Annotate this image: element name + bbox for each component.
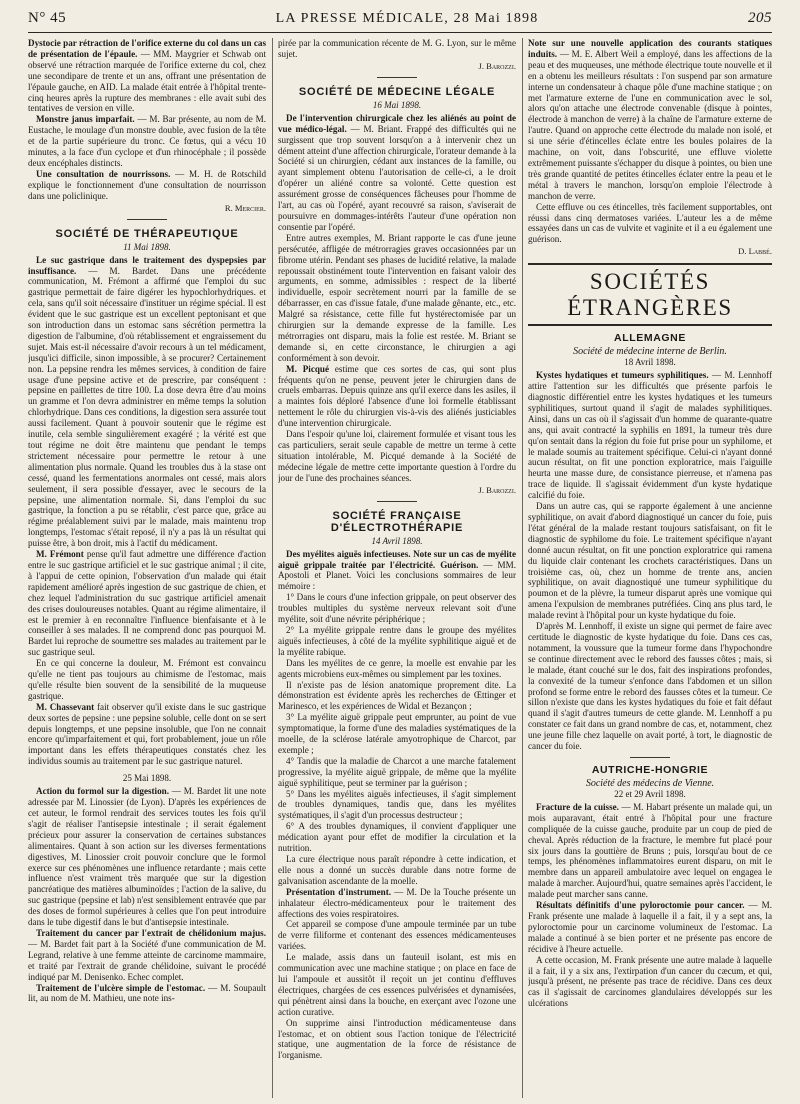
conclusion-item: 2° La myélite grippale rentre dans le groupe des myélites aiguës infectieuses, à côté de la myélite syphilitique aiguë et de la myélite rabique. [278,624,516,657]
paragraph: Le malade, assis dans un fauteuil isolant, est mis en communication avec une machine statique ; on place en face de lui l'ampoule et aussitôt il reçoit un jet continu d'effluves électriques, chargées de ces essences pulvérisées et dynamisées, qui pénètrent ainsi dans la bouche, en exerçant avec l'ozone une action curative. [278,952,516,1017]
conclusion-item: 4° Tandis que la maladie de Charcot a une marche fatalement progressive, la myélite aiguë grippale, de même que la myélite aiguë syphilitique, peut se terminer par la guérison ; [278,755,516,788]
paragraph: Cet appareil se compose d'une ampoule terminée par un tube de verre filiforme et contenant des essences médicamenteuses variées. [278,919,516,952]
paragraph-text: — MM. Apostoli et Planet. Voici les conclusions sommaires de leur mémoire : [278,559,516,592]
paragraph-text: — M. E. Albert Weil a employé, dans les affections de la peau et des muqueuses, une méthode électrique toute nouvelle et il en a obtenu les meilleurs résultats : l'on suspend par son armature interne un condensateur à chaque pôle d'une machine statique ; on met l'armature externe de l'une en communication avec le sol, alors qu'on attache une électrode convenable (disque à pointes, électrode à manchon de verre) à la chaîne de l'armature externe de l'autre. Quand on approche cette électrode du malade non isolé, et si une série d'étincelles éclate entre les boules polaires de la machine, on voit, dans l'obscurité, une effluve violette extrêmement puissante s'échapper du disque à pointes, ou bien une très grande quantité de petites étincelles éclater entre la peau et le métal à travers le manchon, lorsqu'on emploie l'électrode à manchon de verre. [528,48,772,201]
paragraph-text: pense qu'il faut admettre une différence d'action entre le suc gastrique artificiel et le suc gastrique animal ; il cite, à l'appui de cette opinion, l'observation d'un malade qui était rapidement amélioré après ingestion de suc gastrique de chien, et chez lequel l'administration du suc gastrique artificiel amenait des crises douloureuses notables. Quant au régime alimentaire, il est le premier à en reconnaître l'influence bienfaisante et à le conseiller à ses malades. Il ne comprend donc pas pourquoi M. Bardet lui reproche de soumettre ses malades au traitement par le suc gastrique seul. [28,549,266,658]
society-name: Société des médecins de Vienne. [585,777,715,789]
author-signature: J. Barozzi. [478,60,516,71]
conclusion-item: 3° La myélite aiguë grippale peut emprunter, au point de vue symptomatique, la forme d'une des maladies systématiques de la moelle, de la sclérose latérale amyotrophique de Charcot, par exemple ; [278,712,516,755]
paragraph-text: — M. H. de Rotschild explique le fonctionnement d'une consultation de nourrisson dans une policlinique. [28,168,266,201]
separator [630,757,670,758]
paragraph-text: — M. Bar présente, au nom de M. Eustache, le moulage d'un monstre double, avec fusion de la tête et de la partie supérieure du tronc. Ce fœtus, qui a vécu 10 minutes, a la face d'un cyclope et d'un rhinocéphale ; il possède deux encéphales distincts. [28,114,266,168]
section-title: SOCIÉTÉ DE MÉDECINE LÉGALE [298,85,496,98]
paragraph [28,549,266,658]
paragraph [28,255,266,549]
paragraph-heading: Monstre janus imparfait. [36,114,135,125]
paragraph-text: — M. Bardet. Dans une précédente communication, M. Frémont a affirmé que l'emploi du suc gastrique permettait de faire digérer les hypochlorhydriques. et cela, sans qu'il soit nécessaire d'instituer un régime spécial. Il est évident que le suc gastrique est un excellent peptonisant et que son introduction dans un estomac sans sécrétion permettra la digestion de l'albumine, d'où rétablissement et engraissement du sujet. Mais est-il nécessaire d'avoir recours à un tel médicament, jusqu'ici difficile, sinon impossible, à se procurer? Certainement non. La pepsine rendra les mêmes services, à condition de faire usage d'une pepsine active et de prescrire, par conséquent : pepsine en paillettes de titre 100. La dose devra être d'au moins un gramme et l'on devra administrer en même temps la solution chlorhydrique. Dans ces conditions, la digestion sera assurée tout aussi facilement. Quant à pouvoir soutenir que le régime est inutile, cela semble singulièrement exagéré ; la vérité est que tout régime ne doit être maintenu que pendant le temps strictement nécessaire pour permettre le retour à une alimentation plus normale. Quand les troubles dus à la stase ont cessé, quand les fermentations anormales ont cessé, mais alors seulement, il sera possible d'essayer, avec le secours de la pepsine, une alimentation normale. Si, dans l'emploi du suc gastrique, la fonction a pu se rétablir, c'est parce que, grâce au régime préalablement suivi par le malade, mais maintenu trop longtemps, l'estomac s'était reposé, il n'y a pas là un résultat qui puisse être, à bon droit, mis à l'actif du médicament. [28,265,266,549]
column-left [28,38,266,1098]
paragraph-text: — M. Bardet fait part à la Société d'une communication de M. Legrand, relative à une femme atteinte de carcinome mammaire, et traité par l'extrait de grande chélidoine, suivant le procédé indiqué par M. Denisenko. Echec complet. [28,938,266,982]
paragraph [278,887,516,920]
column-middle [278,38,516,1098]
paragraph [278,113,516,233]
society-name: Société de médecine interne de Berlin. [573,346,727,358]
paragraph [28,169,266,202]
paragraph-heading: Présentation d'instrument. [286,886,392,897]
conclusion-item: 6° A des troubles dynamiques, il convient d'appliquer une médication ayant pour effet de modifier la circulation et la nutrition. [278,821,516,854]
paragraph [528,370,772,501]
page-number: 205 [747,10,772,26]
paragraph-heading: M. Frémont [36,549,84,560]
paragraph [278,549,516,593]
author-signature: J. Barozzi. [478,484,516,495]
paragraph [528,38,772,202]
section-date: 14 Avril 1898. [371,535,423,546]
paragraph-text: — MM. Maygrier et Schwab ont observé une rétraction marquée de l'orifice externe du col, chez une secondipare de trente et un ans, offrant une présentation de l'épaule gauche, en AID. La malade était entrée à l'hôpital trente-cinq heures après la rupture des membranes : elle avait subi des tentatives de version en ville. [28,48,266,114]
paragraph-text: — M. Bardet lit une note adressée par M. Linossier (de Lyon). D'après les expériences de cet auteur, le formol rendrait des services toutes les fois qu'il s'agit de réaliser l'antisepsie intestinale ; il serait également précieux pour assurer la conservation de certaines substances alimentaires. Quant à son action sur les diverses fermentations digestives, M. Linossier croit pouvoir conclure que le formol exerce sur ces phénomènes une influence retardante ; mais cette influence n'est vraiment très marquée que sur la digestion pancréatique des matières albuminoïdes ; l'action de la salive, du suc gastrique (pepsine et lab) n'est sensiblement entravée que par des doses de formol supérieures à celles que l'on peut introduire dans le tube digestif dans le but d'antisepsie intestinale. [28,786,266,928]
column-divider [522,38,523,1098]
separator [377,77,417,78]
paragraph: On supprime ainsi l'introduction médicamenteuse dans l'estomac, et on obtient sous l'action tonique de l'électricité statique, une augmentation de la force de résistance de l'organisme. [278,1017,516,1061]
column-divider [272,38,273,1098]
paragraph [28,38,266,114]
paragraph: La cure électrique nous paraît répondre à cette indication, et elle nous a donné un succès durable dans notre forme de galvanisation ascendante de la moelle. [278,854,516,886]
paragraph-text: — M. Soupault lit, au nom de M. Mathieu, une note ins- [28,982,266,1004]
paragraph: A cette occasion, M. Frank présente une autre malade à laquelle il a fait, il y a six ans, l'extirpation d'un cancer du cæcum, et qui, jusqu'à présent, ne présente pas trace de récidive. Dans ces deux cas il s'agissait de carcinomes glandulaires développés sur les ulcérations [528,954,772,1009]
author-signature: D. Labbé. [738,246,772,257]
paragraph: Il n'existe pas de lésion anatomique proprement dite. La démonstration est évidente après les recherches de Œttinger et Marinesco, et les expériences de Widal et Bezançon ; [278,679,516,712]
paragraph-text: — M. Lennhoff attire l'attention sur les difficultés que présente parfois le diagnostic différentiel entre les kystes hydatiques et les tumeurs syphilitiques, surtout quand il s'agit de malades syphilitiques. Ainsi, dans un cas où il s'agissait d'un homme de quarante-quatre ans, qui avait contracté la syphilis en 1891, la tumeur très dure qu'on sentait dans la région du foie fut prise pour un syphilome, et le malade soumis au traitement spécifique. Celui-ci n'ayant donné aucun résultat, on fit une ponction exploratrice, mais l'aiguille heurta une masse dure, de consistance pierreuse, et n'amena pas trace de liquide. Il s'agissait évidemment d'un kyste hydatique calcifié du foie. [528,370,772,501]
paragraph: Cette effluve ou ces étincelles, très facilement supportables, ont réussi dans cinq dermatoses variées. L'auteur les a de même essayées dans un cas de vulvite et vaginite et il a eu également une guérison. [528,201,772,245]
paragraph-heading: Kystes hydatiques et tumeurs syphilitiques. [536,370,709,381]
paragraph-heading: De l'intervention chirurgicale chez les aliénés au point de vue médico-légal. [278,112,516,134]
paragraph [28,928,266,983]
paragraph-text: fait observer qu'il existe dans le suc gastrique deux sortes de pepsine : une pepsine soluble, celle dont on se sert depuis longtemps, et une pepsine insoluble, que l'on ne connait encore qu'imparfaitement et qui, fort probablement, joue un rôle important dans les effets thérapeutiques constatés chez les individus soumis au traitement par le suc gastrique naturel. [28,701,266,767]
paragraph-heading: Une consultation de nourrissons. [36,168,171,179]
paragraph [278,364,516,429]
paragraph-text: — M. Frank présente une malade à laquelle il a fait, il y a sept ans, la pyloroctomie pour un carcinome volumineux de l'estomac. La malade a continué à se bien porter et ne présente pas encore de récidive à l'heure actuelle. [528,900,772,954]
paragraph [28,786,266,928]
paragraph: Entre autres exemples, M. Briant rapporte le cas d'une jeune persécutée, affligée de métrorragies graves occasionnées par un fibrome utérin. Pendant ses phases de lucidité relative, la malade repoussait obstinément toute l'intervention en faisant valoir des arguments, en somme, admissibles : respect de la liberté individuelle, espoir secrètement nourri par la famille de se débarrasser, en cas d'issue fatale, d'une malade gênante, etc., etc. Malgré sa résistance, cette fille fut hystérectomisée par un chirurgien sur la demande expresse de la famille. Les métrorragies ont disparu, mais la folie est restée. M. Briant se demande si, en cette circonstance, le chirurgien a agi conformément à son devoir. [278,232,516,363]
paragraph-heading: M. Picqué [286,363,330,374]
paragraph: Dans les myélites de ce genre, la moelle est envahie par les agents microbiens eux-mêmes ou simplement par les toxines. [278,657,516,679]
paragraph: Dans l'espoir qu'une loi, clairement formulée et visant tous les cas particuliers, serait seule capable de mettre un terme à cette situation intolérable, M. Picqué demande à la Société de médecine légale de mettre cette importante question à l'ordre du jour de l'une des prochaines séances. [278,429,516,483]
paragraph-text: estime que ces sortes de cas, qui sont plus fréquents qu'on ne pense, peuvent jeter le chirurgien dans de cruels embarras. Depuis quinze ans qu'il exerce dans les asiles, il a maintes fois déploré l'absence d'une loi formelle établissant nettement le rôle du chirurgien vis-à-vis des aliénés justiciables d'une intervention chirurgicale. [278,363,516,429]
country-heading: AUTRICHE-HONGRIE [591,763,709,776]
session-date: 25 Mai 1898. [122,773,172,784]
conclusion-item: 5° Dans les myélites aiguës infectieuses, il s'agit simplement de troubles dynamiques, tandis que, dans les myélites systématiques, il s'agit d'un processus destructeur ; [278,788,516,821]
paragraph-heading: Fracture de la cuisse. [536,801,619,812]
paragraph: D'après M. Lennhoff, il existe un signe qui permet de faire avec certitude le diagnostic de kyste hydatique du foie. Dans ces cas, notamment, la voussure que la tumeur forme dans l'hypochondre se continue directement avec le rebord des fausses côtes ; mais, si le malade, étant couché sur le dos, fait des inspirations profondes, la convexité de la tumeur s'enfonce dans l'abdomen et un sillon profond se forme entre le rebord des fausses côtes et la tumeur. Ce sillon n'existe que dans les kystes hydatiques du foie et fait défaut quand il s'agit d'autres tumeurs de cette glande. M. Lennhoff a pu constater ce fait dans un grand nombre de cas, et, notamment, chez une jeune fille chez laquelle on avait porté, à tort, le diagnostic de cancer du foie. [528,621,772,752]
author-signature: R. Mercier. [224,202,266,213]
paragraph-text: — M. Briant. Frappé des difficultés qui ne surgissent que trop souvent lorsqu'on a à intervenir chez un dément atteint d'une affection chirurgicale, l'orateur demande à la Société si un chirurgien, cédant aux instances de la famille, ou ayant simplement obtenu l'autorisation de celle-ci, a le droit d'opérer un aliéné contre sa volonté. Cette question est assurément grosse de conséquences fâcheuses pour l'homme de l'art, au cas où l'opéré, ayant recouvré sa raison, s'aviserait de poursuivre en dommages-intérêts l'auteur d'une opération non consentie par l'opéré. [278,123,516,232]
paragraph [28,983,266,1005]
paragraph-heading: Des myélites aiguës infectieuses. Note sur un cas de myélite aiguë grippale traitée par l'électricité. Guérison. [278,548,516,570]
paragraph [28,114,266,169]
session-date: 22 et 29 Avril 1898. [614,788,686,799]
issue-number: N° 45 [28,10,67,26]
paragraph-heading: Traitement de l'ulcère simple de l'estomac. [36,982,206,993]
conclusion-item: 1° Dans le cours d'une infection grippale, on peut observer des troubles multiples du système nerveux relevant soit d'une myélite, soit d'une névrite périphérique ; [278,592,516,625]
paragraph-heading: M. Chassevant [36,701,95,712]
paragraph-text: — M. De la Touche présente un inhalateur électro-médicamenteux pour le traitement des affections des voies respiratoires. [278,886,516,919]
running-head [28,10,772,33]
paragraph-heading: Action du formol sur la digestion. [36,786,169,797]
journal-page [28,10,772,1100]
paragraph [528,802,772,900]
journal-title: LA PRESSE MÉDICALE, 28 Mai 1898 [275,11,539,26]
paragraph-heading: Traitement du cancer par l'extrait de chélidonium majus. [36,927,266,938]
paragraph-heading: Le suc gastrique dans le traitement des dyspepsies par insuffisance. [28,254,266,276]
section-title: SOCIÉTÉ DE THÉRAPEUTIQUE [55,227,239,240]
separator [377,501,417,502]
paragraph: Dans un autre cas, qui se rapporte également à une ancienne syphilitique, on avait d'abord diagnostiqué un cancer du foie, puis l'état général de la malade restant toujours satisfaisant, on fit le diagnostic de syphilome du foie. Le traitement spécifique n'ayant donné aucun résultat, on fit une ponction exploratrice qui ramena du liquide clair contenant les crochets caractéristiques. Dans un troisième cas, où, chez un homme de trente ans, ancien syphilitique, on avait diagnostiqué une tumeur syphilitique du poumon et de la plèvre, la tumeur disparut après une vomique qui amena l'expulsion de membranes putréfiées. Cinq ans plus tard, le malade revint à l'hôpital pour un kyste hydatique du foie. [528,501,772,621]
section-date: 11 Mai 1898. [123,241,171,252]
country-heading: ALLEMAGNE [614,332,686,345]
section-title: SOCIÉTÉ FRANÇAISE D'ÉLECTROTHÉRAPIE [330,509,464,534]
session-date: 18 Avril 1898. [624,357,676,368]
section-date: 16 Mai 1898. [372,99,422,110]
paragraph-heading: Note sur une nouvelle application des courants statiques induits. [528,38,772,59]
paragraph: En ce qui concerne la douleur, M. Frémont est convaincu qu'elle ne tient pas toujours au chimisme de l'estomac, mais qu'elle résulte bien souvent de la sensibilité de la muqueuse gastrique. [28,658,266,701]
paragraph-heading: Résultats définitifs d'une pyloroctomie pour cancer. [536,900,745,911]
section-banner: SOCIÉTÉS ÉTRANGÈRES [528,263,772,326]
column-right [528,38,772,1098]
paragraph-heading: Dystocie par rétraction de l'orifice externe du col dans un cas de présentation de l'épaule. [28,38,266,59]
paragraph [528,900,772,955]
paragraph [28,702,266,767]
paragraph: pirée par la communication récente de M. G. Lyon, sur le même sujet. [278,38,516,59]
text-columns [28,38,772,1098]
separator [127,219,167,220]
paragraph-text: — M. Habart présente un malade qui, un mois auparavant, était entré à l'hôpital pour une fracture compliquée de la cuisse gauche, produite par un coup de pied de cheval. Après réduction de la fracture, le membre fut placé pour six jours dans la gouttière de Bruns ; puis, lorsqu'au bout de ce temps, les phénomènes inflammatoires eurent disparu, on mit le membre dans un appareil ambulatoire avec lequel on engagea le malade à marcher. Aujourd'hui, quatre semaines après l'accident, le malade peut marcher sans canne. [528,801,772,900]
